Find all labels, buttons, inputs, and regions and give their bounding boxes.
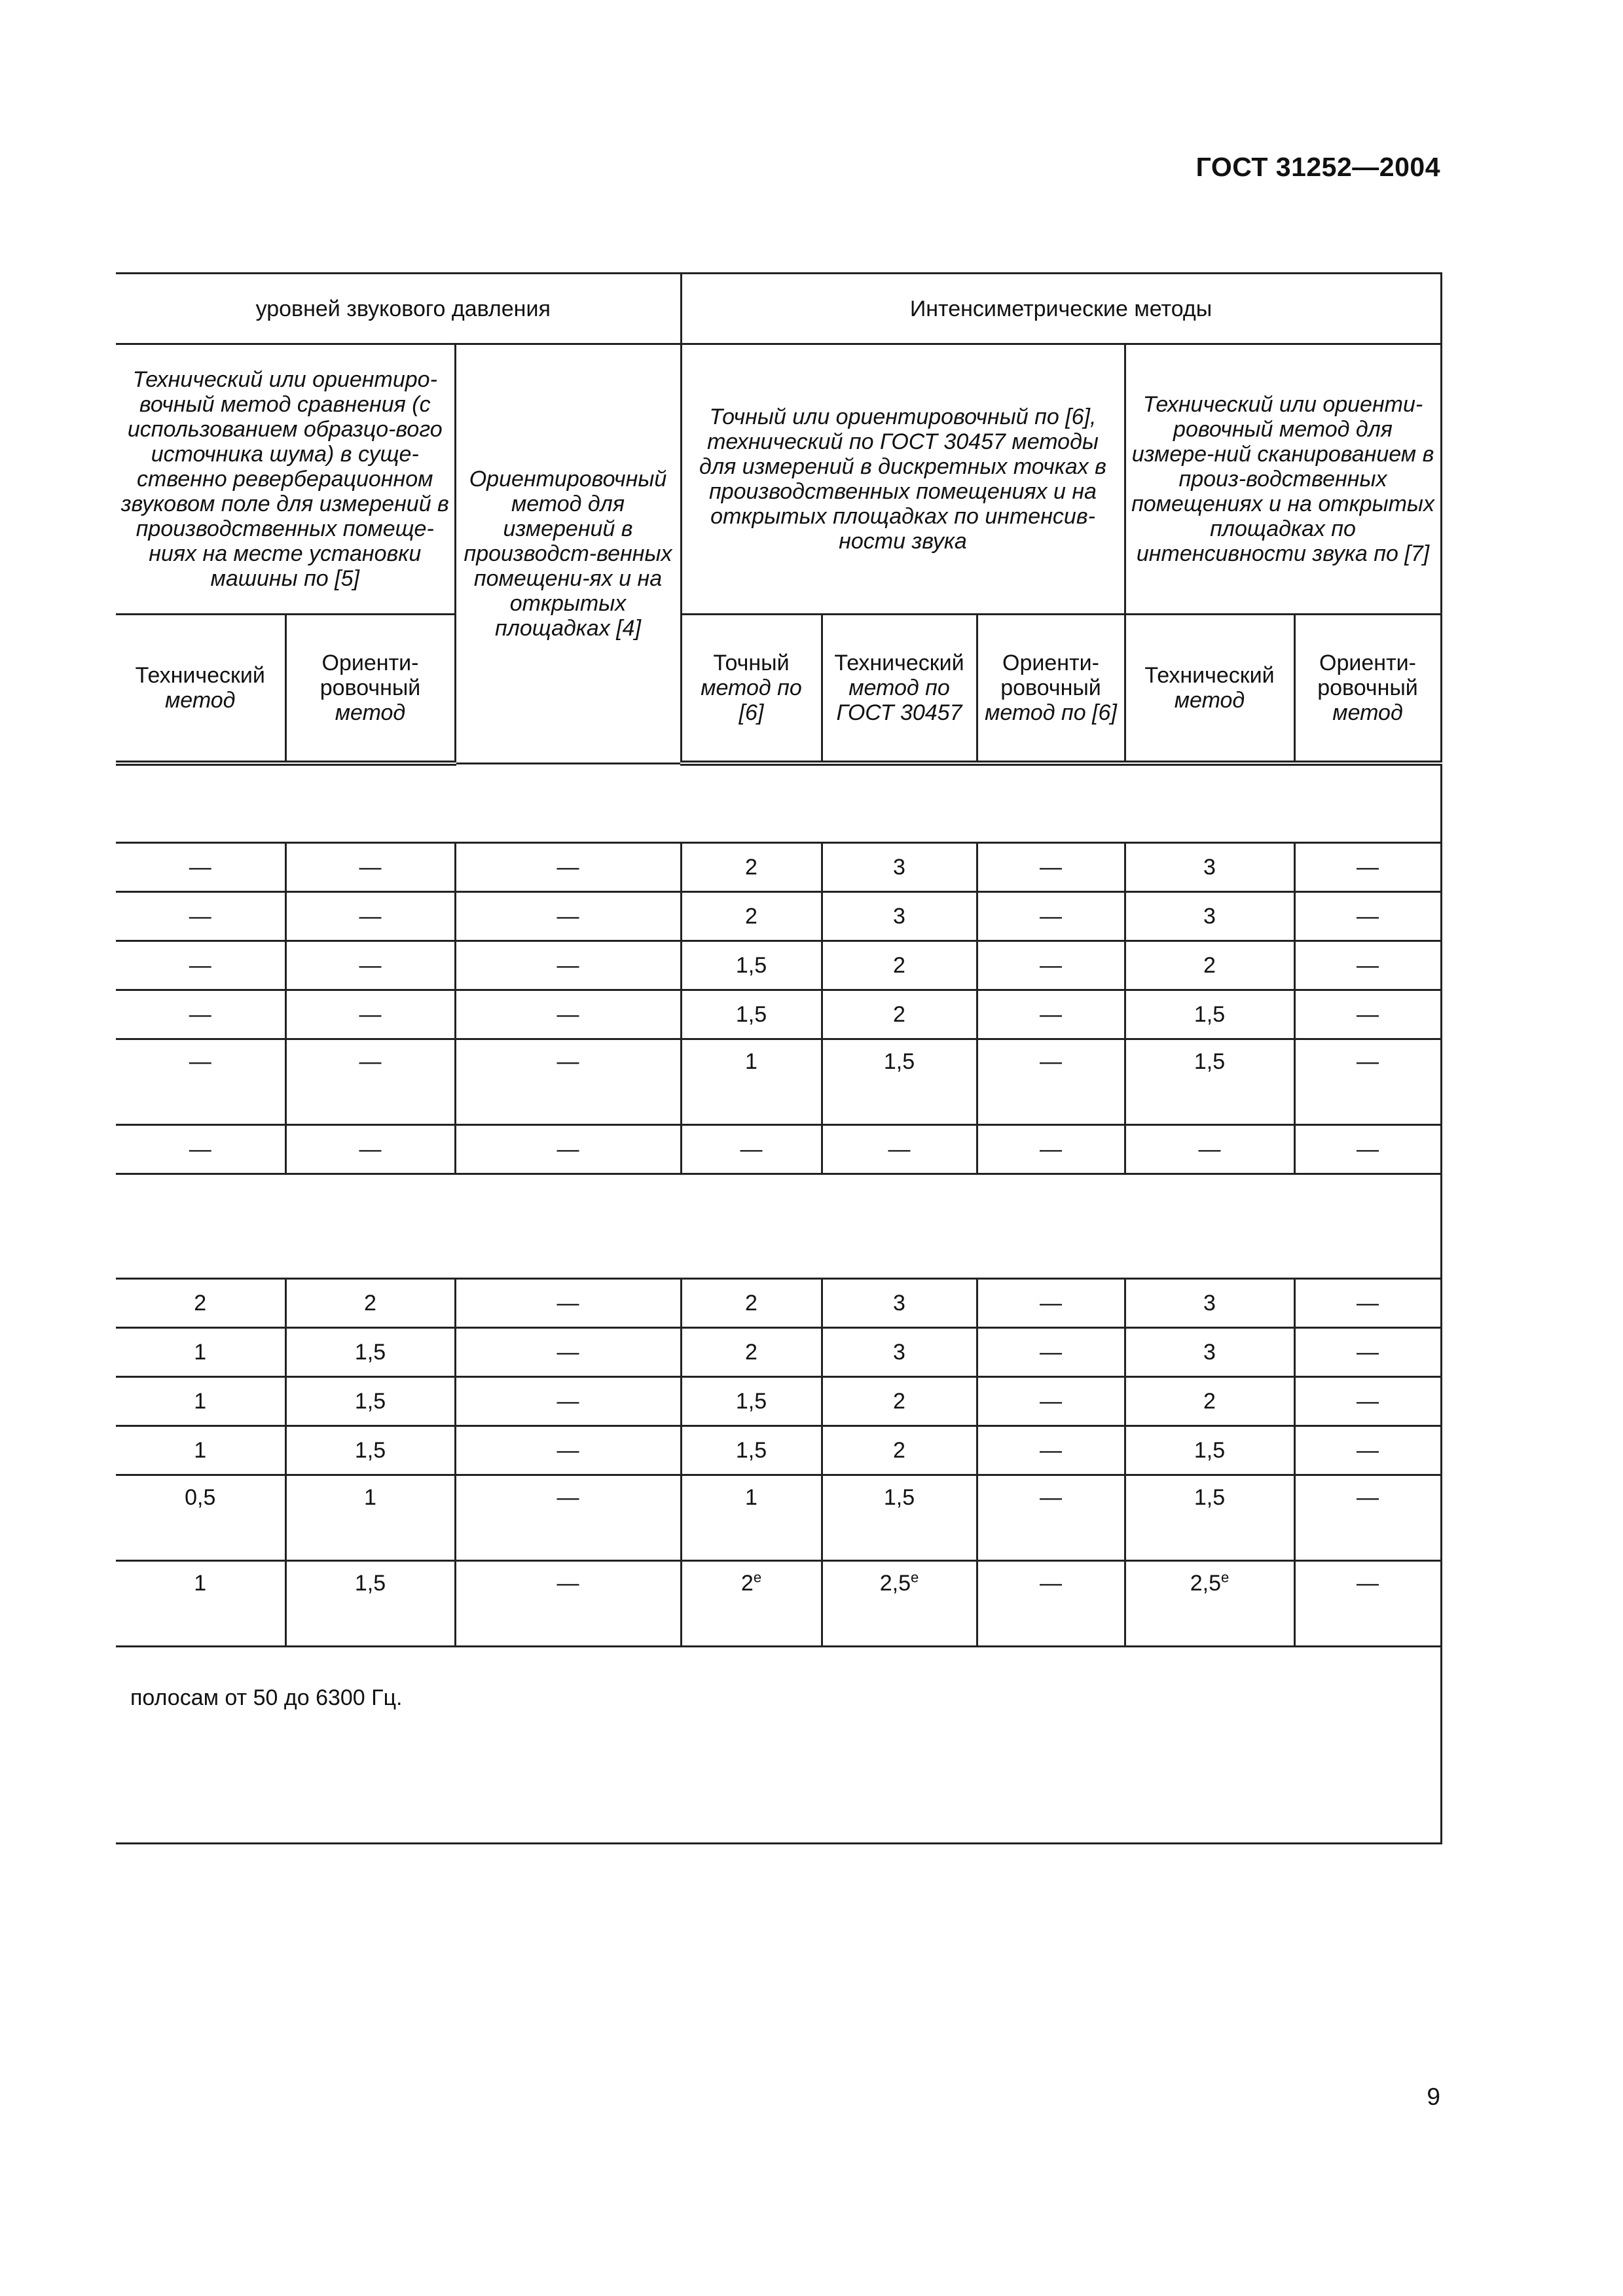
subheader-engineering: Технический метод (116, 615, 285, 764)
table-row: — — — — — — — — (116, 1125, 1441, 1174)
subheader-engineering-scan: Технический метод (1125, 615, 1294, 764)
table-footnote: полосам от 50 до 6300 Гц. (116, 1647, 1441, 1844)
section-separator (116, 1174, 1441, 1279)
table-row: — — — 1,5 2 — 2 — (116, 941, 1441, 990)
group-scanning-method: Технический или ориенти-ровочный метод для измере-ний сканированием в произ-водственных помещениях и на открытых площадках по интенсивности звука по [7] (1125, 344, 1441, 615)
subheader-survey-scan: Ориенти-ровочный метод (1294, 615, 1441, 764)
document-code: ГОСТ 31252—2004 (1195, 152, 1440, 182)
page-number: 9 (1427, 2083, 1440, 2110)
group-discrete-points-method: Точный или ориентировочный по [6], технический по ГОСТ 30457 методы для измерений в дискретных точках в производственных помещениях и на открытых площадках по интенсив-ности звука (681, 344, 1125, 615)
subheader-engineering-gost: Технический метод по ГОСТ 30457 (822, 615, 977, 764)
section-separator (116, 763, 1441, 843)
table-row: 1 1,5 — 1,5 2 — 2 — (116, 1377, 1441, 1426)
header-intensity-methods: Интенсиметрические методы (681, 274, 1441, 344)
table-row: — — — 2 3 — 3 — (116, 892, 1441, 941)
table-row: 1 1,5 — 2 3 — 3 — (116, 1328, 1441, 1377)
subheader-survey: Ориенти-ровочный метод (285, 615, 455, 764)
table-row: 2 2 — 2 3 — 3 — (116, 1279, 1441, 1328)
subheader-survey-6: Ориенти-ровочный метод по [6] (977, 615, 1125, 764)
header-sound-pressure: уровней звукового давления (116, 274, 681, 344)
table-row: 1 1,5 — $2^е$ $2,5^е$ — $2,5^е$ — (116, 1561, 1441, 1647)
subheader-precision: Точный метод по [6] (681, 615, 822, 764)
table-row: 1 1,5 — 1,5 2 — 1,5 — (116, 1426, 1441, 1475)
accuracy-table (116, 272, 1442, 1844)
table-row: 0,5 1 — 1 1,5 — 1,5 — (116, 1475, 1441, 1561)
table-row: — — — 2 3 — 3 — (116, 843, 1441, 892)
group-survey-method: Ориентировочный метод для измерений в производст-венных помещени-ях и на открытых площадках [4] (455, 344, 681, 764)
table-row: — — — 1 1,5 — 1,5 — (116, 1039, 1441, 1125)
group-comparison-method: Технический или ориентиро-вочный метод сравнения (с использованием образцо-вого источника шума) в суще-ственно реверберационном звуковом поле для измерений в производственных помеще-ниях на месте установки машины по [5] (116, 344, 455, 615)
table-row: — — — 1,5 2 — 1,5 — (116, 990, 1441, 1039)
